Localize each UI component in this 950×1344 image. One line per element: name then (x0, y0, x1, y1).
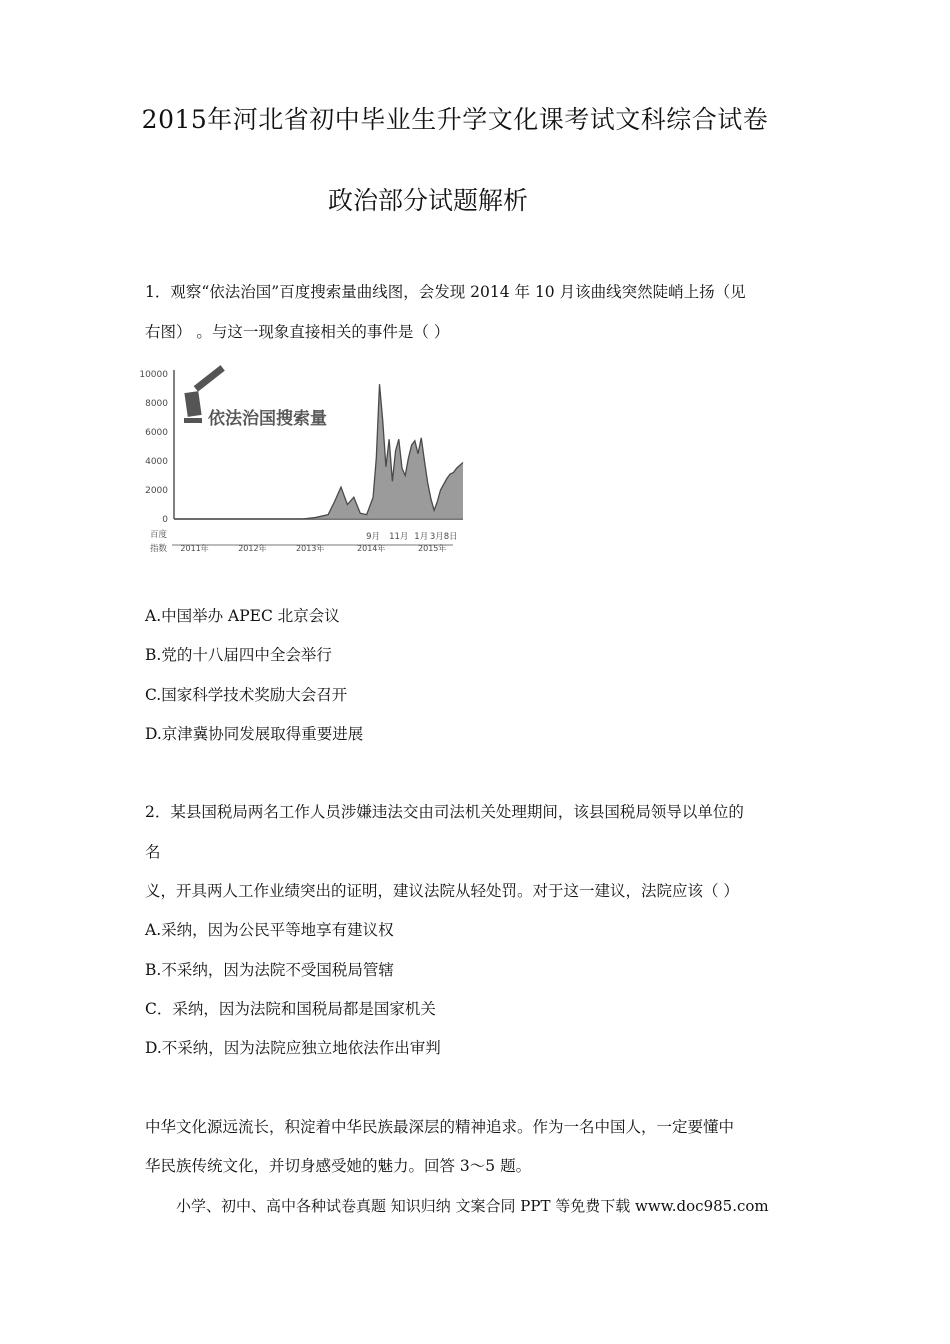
x-year-label: 2015年 (418, 544, 447, 553)
y-axis-label-line-2: 指数 (150, 544, 168, 554)
x-month-label: 3月8日 (429, 532, 458, 542)
x-month-label: 9月 (366, 532, 381, 542)
document-title: 2015年河北省初中毕业生升学文化课考试文科综合试卷 (141, 105, 769, 134)
question-1-option-b: B.党的十八届四中全会举行 (145, 646, 332, 664)
series-area (174, 384, 463, 519)
question-2-option-c: C．采纳，因为法院和国税局都是国家机关 (145, 1000, 436, 1018)
y-tick-label: 4000 (145, 457, 168, 467)
x-year-label: 2013年 (296, 544, 325, 553)
x-year-label: 2014年 (357, 544, 386, 553)
question-1-stem-line-2: 右图） 。与这一现象直接相关的事件是（ ） (145, 323, 450, 341)
question-2-stem-line-3: 义，开具两人工作业绩突出的证明，建议法院从轻处罚。对于这一建议，法院应该（ ） (145, 882, 739, 900)
question-1-option-c: C.国家科学技术奖励大会召开 (145, 686, 348, 704)
question-2-stem-line-1: 2．某县国税局两名工作人员涉嫌违法交由司法机关处理期间，该县国税局领导以单位的 (145, 803, 744, 821)
question-2-option-b: B.不采纳，因为法院不受国税局管辖 (145, 961, 394, 979)
question-1-option-a: A.中国举办 APEC 北京会议 (145, 607, 340, 625)
y-tick-label: 10000 (139, 370, 168, 380)
question-2-stem-line-2: 名 (145, 843, 161, 861)
question-2-option-a: A.采纳，因为公民平等地享有建议权 (145, 921, 394, 939)
y-tick-label: 0 (162, 515, 168, 525)
y-tick-label: 6000 (145, 428, 168, 438)
chart-svg (138, 362, 466, 564)
passage-line-2: 华民族传统文化，并切身感受她的魅力。回答 3～5 题。 (145, 1157, 532, 1175)
passage-line-1: 中华文化源远流长，积淀着中华民族最深层的精神追求。作为一名中国人，一定要懂中 (145, 1118, 735, 1136)
question-1-stem-line-1: 1．观察“依法治国”百度搜索量曲线图，会发现 2014 年 10 月该曲线突然陡峭上扬（见 (145, 283, 746, 301)
search-volume-chart (138, 362, 466, 564)
x-month-label: 11月 (389, 532, 409, 542)
question-2-option-d: D.不采纳，因为法院应独立地依法作出审判 (145, 1039, 441, 1057)
y-tick-label: 2000 (145, 486, 168, 496)
page-footer: 小学、初中、高中各种试卷真题 知识归纳 文案合同 PPT 等免费下载 www.doc985.com (176, 1197, 769, 1215)
question-1-option-d: D.京津冀协同发展取得重要进展 (145, 725, 364, 743)
y-tick-label: 8000 (145, 399, 168, 409)
x-year-label: 2011年 (180, 544, 209, 553)
document-subtitle: 政治部分试题解析 (328, 186, 529, 215)
y-axis-label-line-1: 百度 (150, 530, 168, 540)
chart-title: 依法治国搜索量 (208, 409, 327, 429)
x-month-label: 1月 (414, 532, 429, 542)
x-year-label: 2012年 (238, 544, 267, 553)
